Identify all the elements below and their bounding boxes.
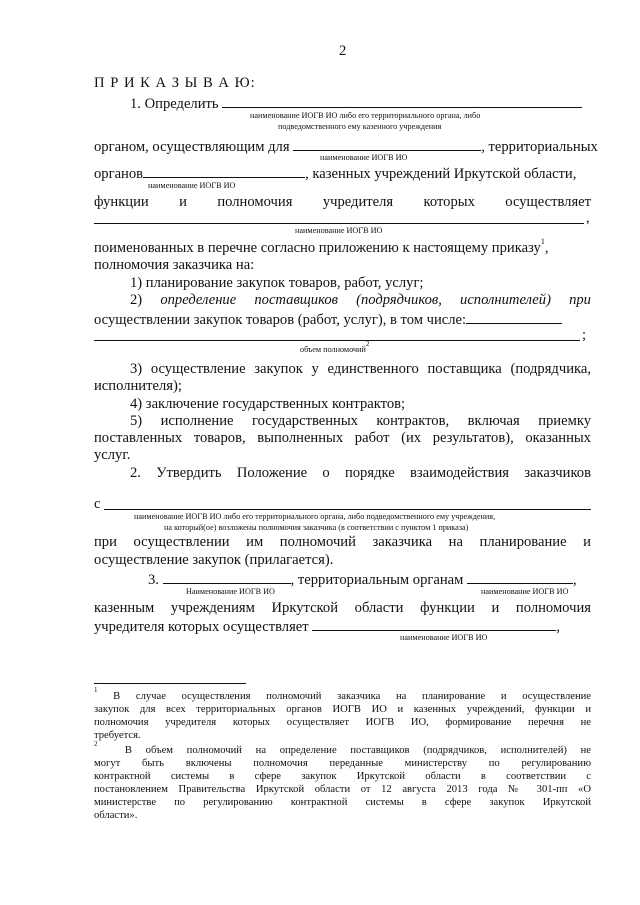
footnote-mark: 2 [94,740,98,749]
word: закупок [254,361,303,377]
footnote-2-line2: могут быть включены полномочия переданные министерству по регулированию [94,758,591,769]
text-segment: органов [94,166,144,182]
word: исполнителей) [460,292,551,308]
text-segment: , [556,619,560,635]
caption: наименование ИОГВ ИО [481,587,569,596]
item2-line2-start: с [94,496,101,512]
footnote-separator [94,683,246,684]
blank-field[interactable] [466,310,562,324]
item1-line5-end: , [586,210,590,226]
word: выполненных [257,430,344,446]
footnote-1-line1 [94,686,591,703]
item1-p2-line2 [94,310,562,329]
word: 2) [130,292,143,308]
caption: наименование ИОГВ ИО либо его территориального органа, либо подведомственного ему учреждения, [134,512,496,521]
footnote-2-line6: области». [94,810,138,821]
word: учредителя [322,194,394,210]
word: области [354,600,404,616]
word: приемку [538,413,591,429]
word: заказчика [372,534,433,550]
word: государственных [251,413,358,429]
word: (подрядчиков, [356,292,442,308]
text-segment: 3. [148,572,159,588]
word: определение [160,292,237,308]
item1-p2-line3-end: ; [582,327,587,343]
caption [300,340,370,355]
blank-field[interactable] [312,617,556,631]
word: результатов), [432,430,514,446]
item1-p3-line1 [130,361,591,378]
footnote-1-line4: требуется. [94,730,141,741]
caption: наименование ИОГВ ИО [148,181,236,190]
word: поставщиков [254,292,338,308]
word: Утвердить [156,465,222,481]
word: (подрядчика, [510,361,592,377]
word: включая [467,413,520,429]
text-segment: В объем полномочий на определение поставщиков (подрядчиков, исполнителей) не [124,745,591,756]
blank-line[interactable] [104,509,591,510]
word: им [246,534,264,550]
word: Положение [236,465,308,481]
word: на [448,534,463,550]
word: казенным [94,600,155,616]
footnote-1-line2: закупок для всех территориальных органов ИОГВ ИО и казенных учреждений, функции и [94,704,591,715]
word: и [583,534,591,550]
word: о [322,465,330,481]
word: осуществляет [505,194,592,210]
footnote-mark: 1 [94,686,98,695]
word: и [179,194,187,210]
item1-p5-line1 [130,413,591,430]
blank-field[interactable] [222,94,582,108]
text-segment: осуществлении закупок товаров (работ, услуг), в том числе: [94,312,467,328]
footnote-2-line5: министерстве по регулированию контрактной системы в сфере закупок Иркутской [94,797,591,808]
footnote-ref[interactable]: 2 [365,340,370,349]
word: полномочия [217,194,293,210]
footnote-2-line1 [94,740,591,757]
caption: Наименование ИОГВ ИО [186,587,275,596]
order-heading: П Р И К А З Ы В А Ю: [94,75,256,91]
word: работ [354,430,390,446]
blank-field[interactable] [143,164,305,178]
item1-p4: 4) заключение государственных контрактов; [130,396,406,412]
page-number: 2 [339,43,347,59]
word: Иркутской [271,600,339,616]
item2-line1 [130,465,591,482]
item3-line2 [94,600,591,617]
caption: наименование ИОГВ ИО [400,633,488,642]
item1-p5-line2 [94,430,591,447]
item1-p5-line3: услуг. [94,447,131,463]
text-segment: , территориальных [481,139,598,155]
text-segment: учредителя которых осуществляет [94,619,309,635]
word: и [491,600,500,616]
word: полномочия [515,600,591,616]
footnote-ref[interactable]: 1 [540,237,545,247]
word: контрактов, [376,413,450,429]
blank-line[interactable] [94,340,580,341]
word: функции [94,194,149,210]
caption: на который(ое) возложены полномочия заказчика (в соответствии с пунктом 1 приказа) [164,523,469,532]
caption: подведомственного ему казенного учреждения [278,122,442,131]
blank-field[interactable] [163,570,291,584]
word: 3) [130,361,143,377]
word: которых [423,194,475,210]
word: исполнение [160,413,234,429]
blank-line[interactable] [94,223,584,224]
footnote-2-line4: постановлением Правительства Иркутской области от 12 августа 2013 года № 301-пп «О [94,784,591,795]
word: учреждениям [170,600,255,616]
footnote-2-line3: контрактной системы в сфере закупок Иркутской области в соответствии с [94,771,591,782]
text-segment: , [544,240,549,256]
word: 5) [130,413,143,429]
blank-field[interactable] [467,570,573,584]
footnote-1-line3: полномочия учредителя которых осуществляет ИОГВ ИО, формирование перечня не [94,717,591,728]
word: у [311,361,319,377]
blank-field[interactable] [293,137,481,151]
text-segment: поименованных в перечне согласно приложению к настоящему приказу [94,240,541,256]
text-segment: В случае осуществления полномочий заказчика на планирование и осуществление [113,691,591,702]
item3-line3 [94,617,560,636]
word: 2. [130,465,141,481]
caption: наименование ИОГВ ИО [295,226,383,235]
item1-p2-line1 [130,292,591,309]
text-segment: , [573,572,577,588]
item1-p1: 1) планирование закупок товаров, работ, услуг; [130,275,424,291]
caption-text: объем полномочий [300,345,366,354]
word: полномочий [279,534,356,550]
word: при [569,292,591,308]
item2-line3 [94,534,591,551]
word: единственного [327,361,419,377]
caption: наименование ИОГВ ИО либо его территориального органа, либо [250,111,481,120]
word: планирование [479,534,567,550]
word: поставщика [427,361,502,377]
caption: наименование ИОГВ ИО [320,153,408,162]
word: оказанных [525,430,591,446]
item1-line4 [94,194,591,211]
word: осуществлении [133,534,230,550]
text-segment: , территориальным органам [290,572,464,588]
item2-line4: осуществление закупок (прилагается). [94,552,334,568]
word: функции [420,600,475,616]
word: взаимодействия [409,465,509,481]
item1-line7: полномочия заказчика на: [94,257,255,273]
item1-lead-text: 1. Определить [130,96,219,112]
text-segment: органом, осуществляющим для [94,139,290,155]
word: товаров, [193,430,246,446]
word: заказчиков [524,465,591,481]
word: осуществление [150,361,246,377]
word: при [94,534,117,550]
word: порядке [344,465,395,481]
word: поставленных [94,430,183,446]
word: (их [401,430,422,446]
item1-line6 [94,237,549,257]
item1-p3-line2: исполнителя); [94,378,182,394]
text-segment: , казенных учреждений Иркутской области, [305,166,577,182]
